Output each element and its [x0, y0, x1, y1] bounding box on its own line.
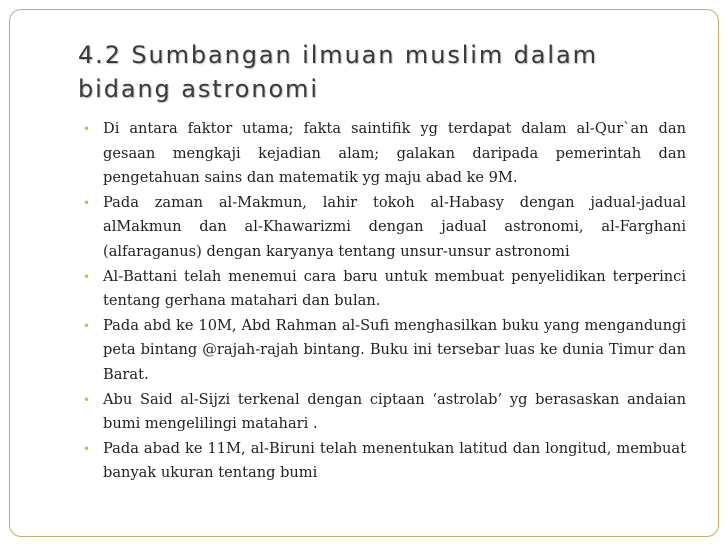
bullet-item-2 [81, 191, 686, 265]
slide-title: 4.2 Sumbangan ilmuan muslim dalam bidang astronomi [78, 41, 598, 103]
bullet-item-6 [81, 437, 686, 486]
bullet-dot-icon: • [83, 392, 91, 407]
bullet-text-2: Pada zaman al-Makmun, lahir tokoh al-Habasy dengan jadual-jadual alMakmun dan al-Khawarizmi dengan jadual astronomi, al-Farghani (alfaraganus) dengan karyanya tentang unsur-unsur astronomi [103, 193, 686, 260]
bullet-dot-icon: • [83, 441, 91, 456]
bullet-item-4 [81, 314, 686, 388]
bullet-dot-icon: • [83, 269, 91, 284]
bullet-text-4: Pada abd ke 10M, Abd Rahman al-Sufi menghasilkan buku yang mengandungi peta bintang @rajah-rajah bintang. Buku ini tersebar luas ke dunia Timur dan Barat. [103, 316, 686, 383]
bullet-text-5: Abu Said al-Sijzi terkenal dengan ciptaan ‘astrolab’ yg berasaskan andaian bumi mengelilingi matahari . [103, 390, 686, 433]
bullet-item-5 [81, 388, 686, 437]
bullet-dot-icon: • [83, 122, 91, 136]
bullet-item-1 [81, 117, 686, 191]
bullet-text-1: Di antara faktor utama; fakta saintifik yg terdapat dalam al-Qur`an dan gesaan mengkaji kejadian alam; galakan daripada pemerintah dan pengetahuan sains dan matematik yg maju abad ke 9M. [103, 120, 686, 187]
bullet-dot-icon: • [83, 195, 91, 210]
bullet-text-3: Al-Battani telah menemui cara baru untuk membuat penyelidikan terperinci tentang gerhana matahari dan bulan. [103, 267, 686, 310]
bullet-dot-icon: • [83, 318, 91, 333]
bullet-text-6: Pada abad ke 11M, al-Biruni telah menentukan latitud dan longitud, membuat banyak ukuran tentang bumi [103, 439, 686, 482]
bullet-list [81, 117, 686, 486]
bullet-item-3 [81, 265, 686, 314]
